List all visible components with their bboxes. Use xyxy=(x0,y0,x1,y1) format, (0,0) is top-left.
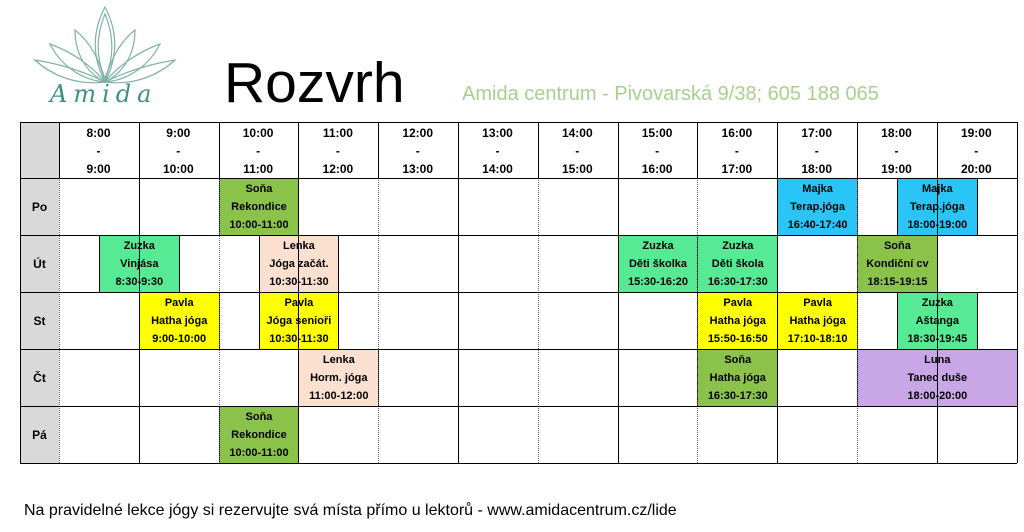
lesson-teacher: Majka xyxy=(922,183,953,195)
lesson-name: Aštanga xyxy=(915,315,959,327)
lesson-teacher: Zuzka xyxy=(921,297,953,309)
lesson-name: Rekondice xyxy=(231,429,287,441)
hour-header xyxy=(618,122,697,178)
lesson-time: 16:30-17:30 xyxy=(707,390,768,402)
lesson-name: Tanec duše xyxy=(907,372,968,384)
grid-line xyxy=(139,178,140,463)
hour-end: 15:00 xyxy=(561,162,593,176)
lesson-block[interactable] xyxy=(777,178,858,236)
hour-header xyxy=(219,122,298,178)
lesson-time: 17:10-18:10 xyxy=(787,333,848,345)
lesson-name: Hatha jóga xyxy=(709,372,766,384)
lesson-name: Jóga začát. xyxy=(269,258,329,270)
hour-sep: - xyxy=(894,144,899,158)
lesson-name: Horm. jóga xyxy=(310,372,368,384)
lesson-name: Hatha jóga xyxy=(151,315,208,327)
hour-sep: - xyxy=(96,144,101,158)
hour-end: 14:00 xyxy=(482,162,513,176)
lesson-time: 16:40-17:40 xyxy=(787,219,848,231)
lesson-teacher: Pavla xyxy=(284,297,314,309)
lesson-teacher: Pavla xyxy=(803,297,832,309)
lesson-teacher: Pavla xyxy=(164,297,194,309)
lesson-teacher: Luna xyxy=(924,354,951,366)
grid-line xyxy=(697,122,698,178)
lesson-teacher: Zuzka xyxy=(722,240,754,252)
footer-note: Na pravidelné lekce jógy si rezervujte svá místa přímo u lektorů - www.amidacentrum.cz/lide xyxy=(24,502,677,519)
lesson-time: 18:30-19:45 xyxy=(907,333,968,345)
lesson-block[interactable] xyxy=(857,235,938,293)
hour-header xyxy=(937,122,1016,178)
lesson-teacher: Lenka xyxy=(322,354,355,366)
lesson-block[interactable] xyxy=(777,292,858,350)
grid-line xyxy=(59,122,60,178)
hour-sep: - xyxy=(495,144,500,158)
grid-line xyxy=(937,122,938,178)
lesson-block[interactable] xyxy=(618,235,699,293)
hour-header xyxy=(777,122,856,178)
grid-line xyxy=(20,349,1017,350)
hour-start: 13:00 xyxy=(482,126,513,140)
page-title: Rozvrh xyxy=(224,51,405,115)
lesson-time: 9:00-10:00 xyxy=(152,333,207,345)
grid-line xyxy=(857,178,858,463)
lesson-teacher: Soňa xyxy=(724,354,752,366)
lesson-time: 16:30-17:30 xyxy=(707,276,768,288)
hour-sep: - xyxy=(814,144,819,158)
lesson-name: Děti školka xyxy=(628,258,688,270)
header-corner xyxy=(20,122,59,178)
lesson-time: 18:15-19:15 xyxy=(867,276,928,288)
hour-start: 15:00 xyxy=(641,126,673,140)
lesson-block[interactable] xyxy=(697,292,778,350)
grid-line xyxy=(20,178,1017,179)
grid-line xyxy=(618,122,619,178)
lesson-teacher: Pavla xyxy=(723,297,753,309)
lesson-teacher: Majka xyxy=(802,183,833,195)
lesson-block[interactable] xyxy=(219,406,300,464)
grid-line xyxy=(20,122,1017,123)
logo-text: Amida xyxy=(50,80,158,108)
grid-line xyxy=(378,122,379,178)
hour-sep: - xyxy=(335,144,340,158)
hour-end: 17:00 xyxy=(721,162,753,176)
hour-end: 11:00 xyxy=(243,162,274,176)
lesson-teacher: Soňa xyxy=(245,411,273,423)
grid-line xyxy=(458,122,459,178)
hour-header xyxy=(139,122,218,178)
lesson-name: Hatha jóga xyxy=(789,315,846,327)
grid-line xyxy=(857,122,858,178)
hour-end: 18:00 xyxy=(801,162,833,176)
hour-start: 16:00 xyxy=(721,126,753,140)
lesson-time: 8:30-9:30 xyxy=(115,276,164,288)
lesson-block[interactable] xyxy=(697,349,778,407)
hour-header xyxy=(59,122,138,178)
day-label: Čt xyxy=(20,349,59,406)
lesson-time: 10:30-11:30 xyxy=(269,333,329,345)
centre-contact: Amida centrum - Pivovarská 9/38; 605 188 065 xyxy=(462,83,879,105)
lesson-time: 11:00-12:00 xyxy=(309,390,369,402)
lesson-teacher: Lenka xyxy=(283,240,315,252)
hour-start: 10:00 xyxy=(242,126,274,140)
hour-start: 19:00 xyxy=(960,126,992,140)
hour-end: 13:00 xyxy=(402,162,434,176)
grid-line xyxy=(219,178,220,463)
hour-header xyxy=(458,122,537,178)
hour-sep: - xyxy=(734,144,739,158)
lesson-time: 18:00-20:00 xyxy=(907,390,968,402)
lesson-teacher: Soňa xyxy=(245,183,273,195)
hour-end: 19:00 xyxy=(881,162,912,176)
lesson-name: Vinjása xyxy=(120,258,159,270)
hour-sep: - xyxy=(575,144,580,158)
hour-end: 20:00 xyxy=(960,162,992,176)
hour-header xyxy=(538,122,617,178)
grid-line xyxy=(538,178,539,463)
grid-line xyxy=(937,178,938,463)
lesson-time: 15:30-16:20 xyxy=(628,276,688,288)
hour-end: 10:00 xyxy=(162,162,194,176)
grid-line xyxy=(458,178,459,463)
hour-sep: - xyxy=(974,144,979,158)
lesson-name: Kondiční cv xyxy=(866,258,929,270)
lesson-name: Rekondice xyxy=(231,201,287,213)
grid-line xyxy=(20,406,1017,407)
hour-end: 12:00 xyxy=(322,162,354,176)
day-label: Po xyxy=(20,178,59,235)
lesson-time: 15:50-16:50 xyxy=(707,333,768,345)
lesson-name: Terap.jóga xyxy=(790,201,845,213)
grid-line xyxy=(697,178,698,463)
grid-line xyxy=(298,122,299,178)
grid-line xyxy=(298,178,299,463)
grid-line xyxy=(219,122,220,178)
hour-end: 9:00 xyxy=(86,162,111,176)
lesson-name: Hatha jóga xyxy=(709,315,766,327)
hour-sep: - xyxy=(176,144,181,158)
hour-start: 8:00 xyxy=(86,126,111,140)
hour-start: 11:00 xyxy=(322,126,353,140)
grid-line xyxy=(20,235,1017,236)
hour-end: 16:00 xyxy=(641,162,673,176)
grid-line xyxy=(139,122,140,178)
lesson-time: 10:00-11:00 xyxy=(229,219,289,231)
lesson-teacher: Zuzka xyxy=(123,240,155,252)
lesson-name: Děti škola xyxy=(711,258,764,270)
hour-header xyxy=(298,122,377,178)
lesson-name: Jóga senioři xyxy=(266,315,332,327)
hour-header xyxy=(378,122,457,178)
grid-line xyxy=(777,178,778,463)
lesson-block[interactable] xyxy=(139,292,220,350)
lesson-teacher: Zuzka xyxy=(642,240,674,252)
hour-start: 18:00 xyxy=(881,126,912,140)
grid-line xyxy=(777,122,778,178)
hour-header xyxy=(697,122,776,178)
lesson-block[interactable] xyxy=(298,349,379,407)
hour-sep: - xyxy=(655,144,660,158)
lesson-block[interactable] xyxy=(697,235,778,293)
grid-line xyxy=(20,463,1017,464)
hour-start: 9:00 xyxy=(166,126,191,140)
lesson-time: 10:00-11:00 xyxy=(229,447,289,459)
lesson-time: 10:30-11:30 xyxy=(269,276,329,288)
hour-sep: - xyxy=(256,144,261,158)
grid-line xyxy=(618,178,619,463)
grid-line xyxy=(59,178,60,463)
grid-line xyxy=(378,178,379,463)
day-label: Út xyxy=(20,235,59,292)
hour-header xyxy=(857,122,936,178)
hour-sep: - xyxy=(415,144,420,158)
grid-line xyxy=(538,122,539,178)
lesson-teacher: Soňa xyxy=(883,240,911,252)
hour-start: 14:00 xyxy=(561,126,593,140)
day-label: Pá xyxy=(20,406,59,463)
grid-line xyxy=(20,292,1017,293)
lesson-block[interactable] xyxy=(219,178,300,236)
hour-start: 12:00 xyxy=(402,126,434,140)
hour-start: 17:00 xyxy=(801,126,833,140)
day-label: St xyxy=(20,292,59,349)
grid-border xyxy=(1017,122,1018,463)
lesson-time: 18:00-19:00 xyxy=(907,219,968,231)
lesson-name: Terap.jóga xyxy=(909,201,965,213)
